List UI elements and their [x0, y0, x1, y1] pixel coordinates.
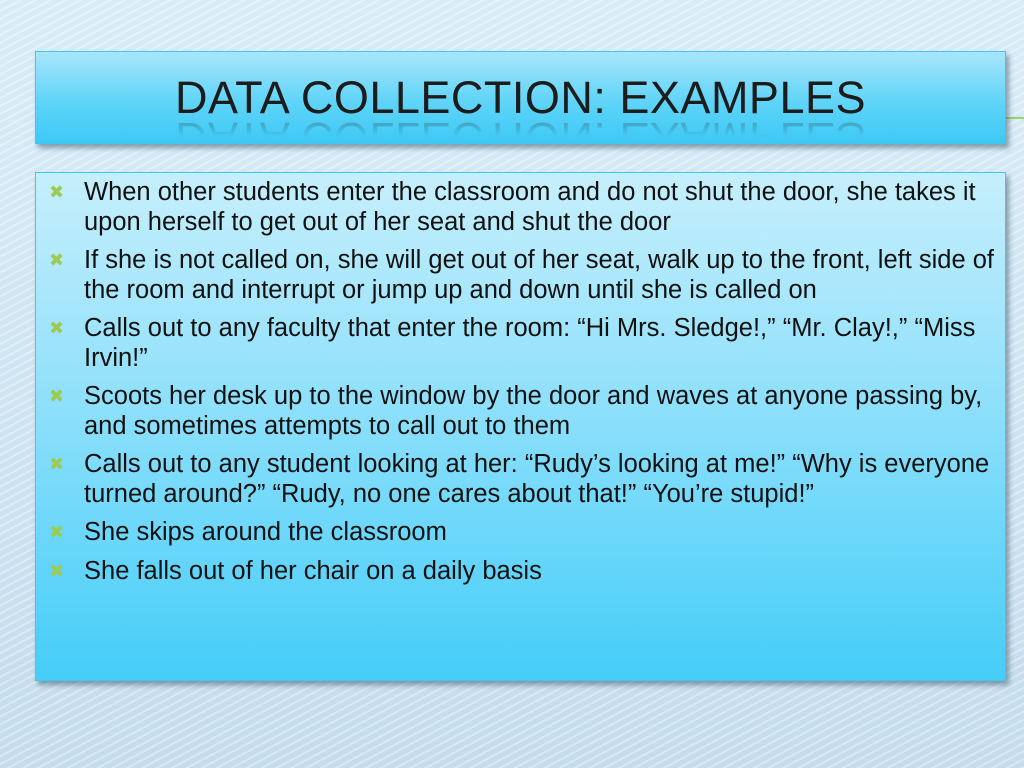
slide-title: DATA COLLECTION: EXAMPLES [174, 72, 866, 123]
content-placeholder [35, 172, 1006, 681]
x-mark-bullet-icon: ✖ [49, 522, 65, 543]
x-mark-bullet-icon: ✖ [49, 182, 65, 203]
bullet-item [49, 518, 995, 548]
bullet-list [36, 173, 1005, 587]
title-placeholder [35, 51, 1006, 144]
decorative-accent-line [1004, 117, 1024, 119]
bullet-text: Calls out to any student looking at her: “Rudy’s looking at me!” “Why is everyone turned around?” “Rudy, no one cares about that!” “You’re stupid!” [84, 450, 990, 508]
x-mark-bullet-icon: ✖ [49, 386, 65, 407]
bullet-text: She skips around the classroom [84, 518, 447, 546]
bullet-item [49, 246, 995, 305]
bullet-item [49, 178, 995, 237]
x-mark-bullet-icon: ✖ [49, 250, 65, 271]
bullet-item [49, 557, 995, 587]
bullet-item [49, 382, 995, 441]
bullet-text: Calls out to any faculty that enter the room: “Hi Mrs. Sledge!,” “Mr. Clay!,” “Miss Irvin!” [84, 314, 976, 372]
bullet-item [49, 314, 995, 373]
bullet-item [49, 450, 995, 509]
x-mark-bullet-icon: ✖ [49, 561, 65, 582]
bullet-text: She falls out of her chair on a daily basis [84, 557, 542, 585]
x-mark-bullet-icon: ✖ [49, 318, 65, 339]
bullet-text: When other students enter the classroom and do not shut the door, she takes it upon herself to get out of her seat and shut the door [84, 178, 976, 236]
bullet-text: If she is not called on, she will get out of her seat, walk up to the front, left side of the room and interrupt or jump up and down until she is called on [84, 246, 995, 304]
bullet-text: Scoots her desk up to the window by the door and waves at anyone passing by, and sometimes attempts to call out to them [84, 382, 983, 440]
x-mark-bullet-icon: ✖ [49, 454, 65, 475]
